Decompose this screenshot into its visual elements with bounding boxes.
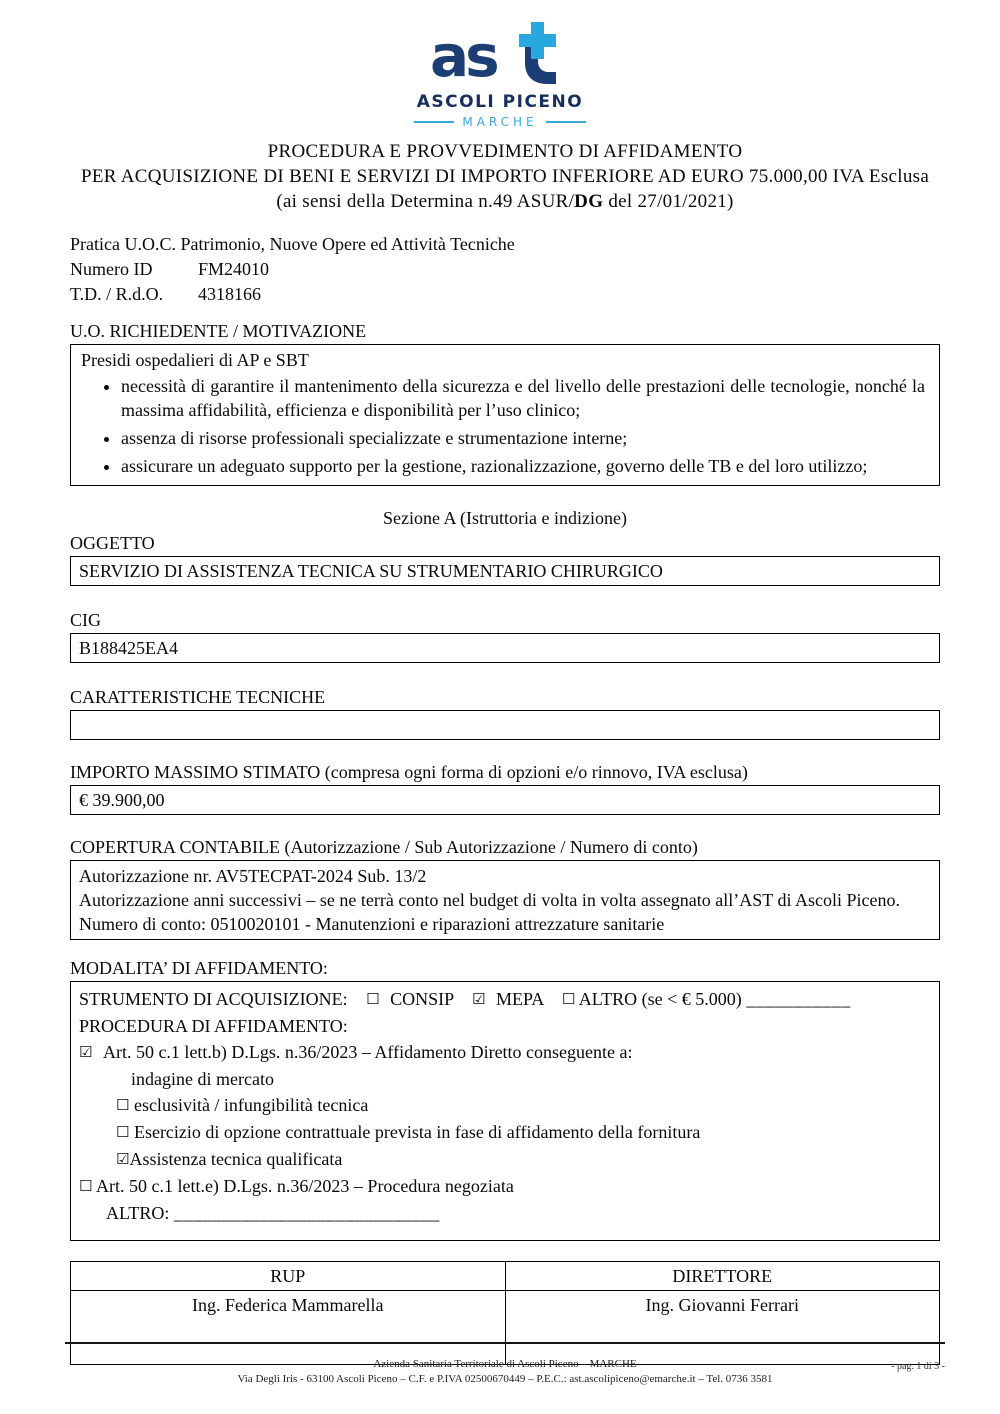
rup-header: RUP xyxy=(71,1262,506,1291)
logo-left-rule xyxy=(414,121,454,123)
art50e-label: Art. 50 c.1 lett.e) D.Lgs. n.36/2023 – Procedura negoziata xyxy=(95,1176,514,1196)
checkbox-altro-icon: ☐ xyxy=(561,990,576,1008)
direttore-name: Ing. Giovanni Ferrari xyxy=(505,1291,940,1365)
checkbox-art50b-icon: ☑ xyxy=(79,1043,93,1061)
art50b-row xyxy=(79,1039,931,1066)
altro-blank-line: ___________ xyxy=(746,989,851,1009)
copertura-line-1: Autorizzazione nr. AV5TECPAT-2024 Sub. 13/2 xyxy=(79,866,427,886)
assistenza-row xyxy=(79,1146,931,1173)
richiedente-bullet-3: • assicurare un adeguato supporto per la gestione, razionalizzazione, governo delle TB e del loro utilizzo; xyxy=(121,454,929,478)
indagine-row: indagine di mercato xyxy=(131,1069,274,1089)
footer-org-line: Azienda Sanitaria Territoriale di Ascoli Piceno – MARCHE xyxy=(373,1358,637,1370)
copertura-label: COPERTURA CONTABILE (Autorizzazione / Sub Autorizzazione / Numero di conto) xyxy=(70,837,698,857)
esercizio-row xyxy=(79,1119,931,1146)
td-rdo-value: 4318166 xyxy=(198,284,261,304)
ast-wordmark-icon xyxy=(430,22,570,88)
checkbox-mepa-icon: ☑ xyxy=(471,990,486,1008)
importo-label: IMPORTO MASSIMO STIMATO (compresa ogni forma di opzioni e/o rinnovo, IVA esclusa) xyxy=(70,762,748,782)
altro-line-label: ALTRO: xyxy=(106,1203,170,1223)
richiedente-bullet-list xyxy=(81,374,929,478)
procedura-label: PROCEDURA DI AFFIDAMENTO: xyxy=(79,1016,348,1036)
title-line-2: PER ACQUISIZIONE DI BENI E SERVIZI DI IMPORTO INFERIORE AD EURO 75.000,00 IVA Esclusa xyxy=(80,166,930,187)
td-rdo-row xyxy=(70,282,940,307)
altro-line-row xyxy=(79,1200,931,1226)
checkbox-art50e-icon: ☐ xyxy=(79,1177,93,1195)
mepa-label: MEPA xyxy=(495,989,544,1009)
ast-logo xyxy=(0,0,1000,129)
caratteristiche-section xyxy=(70,685,940,740)
richiedente-bullet-1: • necessità di garantire il mantenimento della sicurezza e del livello delle prestazioni delle tecnologie, nonché la massima affidabilità, efficienza e disponibilità per l’uso clinico; xyxy=(121,374,929,422)
richiedente-box xyxy=(70,344,940,486)
numero-id-row xyxy=(70,257,940,282)
esclusivita-row xyxy=(79,1092,931,1119)
richiedente-bullet-2: • assenza di risorse professionali specializzate e strumentazione interne; xyxy=(121,426,929,450)
logo-region-text: ASCOLI PICENO xyxy=(416,92,584,112)
sezione-a-heading: Sezione A (Istruttoria e indizione) xyxy=(383,508,627,528)
richiedente-label: U.O. RICHIEDENTE / MOTIVAZIONE xyxy=(70,321,367,341)
art50b-label: Art. 50 c.1 lett.b) D.Lgs. n.36/2023 – Affidamento Diretto conseguente a: xyxy=(102,1042,633,1062)
copertura-section xyxy=(70,835,940,940)
title-line-1: PROCEDURA E PROVVEDIMENTO DI AFFIDAMENTO xyxy=(267,141,743,162)
signatures-header-row xyxy=(71,1262,940,1291)
oggetto-label: OGGETTO xyxy=(70,533,155,553)
direttore-header: DIRETTORE xyxy=(505,1262,940,1291)
richiedente-intro: Presidi ospedalieri di AP e SBT xyxy=(81,350,309,370)
modalita-section xyxy=(70,956,940,1241)
svg-text:as: as xyxy=(430,22,496,88)
checkbox-esercizio-icon: ☐ xyxy=(116,1123,130,1141)
logo-right-rule xyxy=(546,121,586,123)
numero-id-label: Numero ID xyxy=(70,259,153,279)
pratica-uoc-line: Pratica U.O.C. Patrimonio, Nuove Opere ed Attività Tecniche xyxy=(70,234,515,254)
cig-box: B188425EA4 xyxy=(70,633,940,663)
cig-label: CIG xyxy=(70,610,101,630)
document-title xyxy=(70,139,940,214)
esercizio-label: Esercizio di opzione contrattuale prevista in fase di affidamento della fornitura xyxy=(133,1122,701,1142)
cig-section xyxy=(70,608,940,663)
strumento-label: STRUMENTO DI ACQUISIZIONE: xyxy=(79,989,348,1009)
altro-line-blank: ____________________________ xyxy=(173,1203,440,1223)
consip-label: CONSIP xyxy=(390,989,454,1009)
art50e-row xyxy=(79,1173,931,1200)
modalita-label: MODALITA’ DI AFFIDAMENTO: xyxy=(70,958,328,978)
logo-subregion-text: MARCHE xyxy=(462,115,538,129)
assistenza-label: Assistenza tecnica qualificata xyxy=(129,1149,343,1169)
copertura-line-2: Autorizzazione anni successivi – se ne terrà conto nel budget di volta in volta assegnato all’AST di Ascoli Piceno. xyxy=(79,890,900,910)
title-line-3: (ai sensi della Determina n.49 ASUR/DG del 27/01/2021) xyxy=(276,191,734,212)
modalita-box xyxy=(70,981,940,1241)
caratteristiche-label: CARATTERISTICHE TECNICHE xyxy=(70,687,326,707)
logo-subregion xyxy=(0,115,1000,129)
pratica-info xyxy=(70,232,940,307)
strumento-row xyxy=(79,986,931,1013)
oggetto-box: SERVIZIO DI ASSISTENZA TECNICA SU STRUMENTARIO CHIRURGICO xyxy=(70,556,940,586)
numero-id-value: FM24010 xyxy=(198,259,270,279)
richiedente-section xyxy=(70,319,940,486)
footer-address-line: Via Degli Iris - 63100 Ascoli Piceno – C.F. e P.IVA 02500670449 – P.E.C.: ast.ascolipiceno@emarche.it – Tel. 0736 3581 xyxy=(237,1373,773,1385)
esclusivita-label: esclusività / infungibilità tecnica xyxy=(133,1095,369,1115)
altro-label: ALTRO (se < € 5.000) xyxy=(578,989,742,1009)
caratteristiche-box xyxy=(70,710,940,740)
importo-section xyxy=(70,760,940,815)
rup-name: Ing. Federica Mammarella xyxy=(71,1291,506,1365)
importo-box: € 39.900,00 xyxy=(70,785,940,815)
oggetto-section xyxy=(70,531,940,586)
copertura-box xyxy=(70,860,940,940)
checkbox-assistenza-icon: ☑ xyxy=(116,1150,130,1168)
checkbox-consip-icon: ☐ xyxy=(366,990,380,1008)
page-number: - pag. 1 di 3 - xyxy=(891,1361,945,1372)
copertura-line-3: Numero di conto: 0510020101 - Manutenzioni e riparazioni attrezzature sanitarie xyxy=(79,914,665,934)
checkbox-esclusivita-icon: ☐ xyxy=(116,1096,130,1114)
td-rdo-label: T.D. / R.d.O. xyxy=(70,284,164,304)
page-footer xyxy=(65,1342,945,1387)
